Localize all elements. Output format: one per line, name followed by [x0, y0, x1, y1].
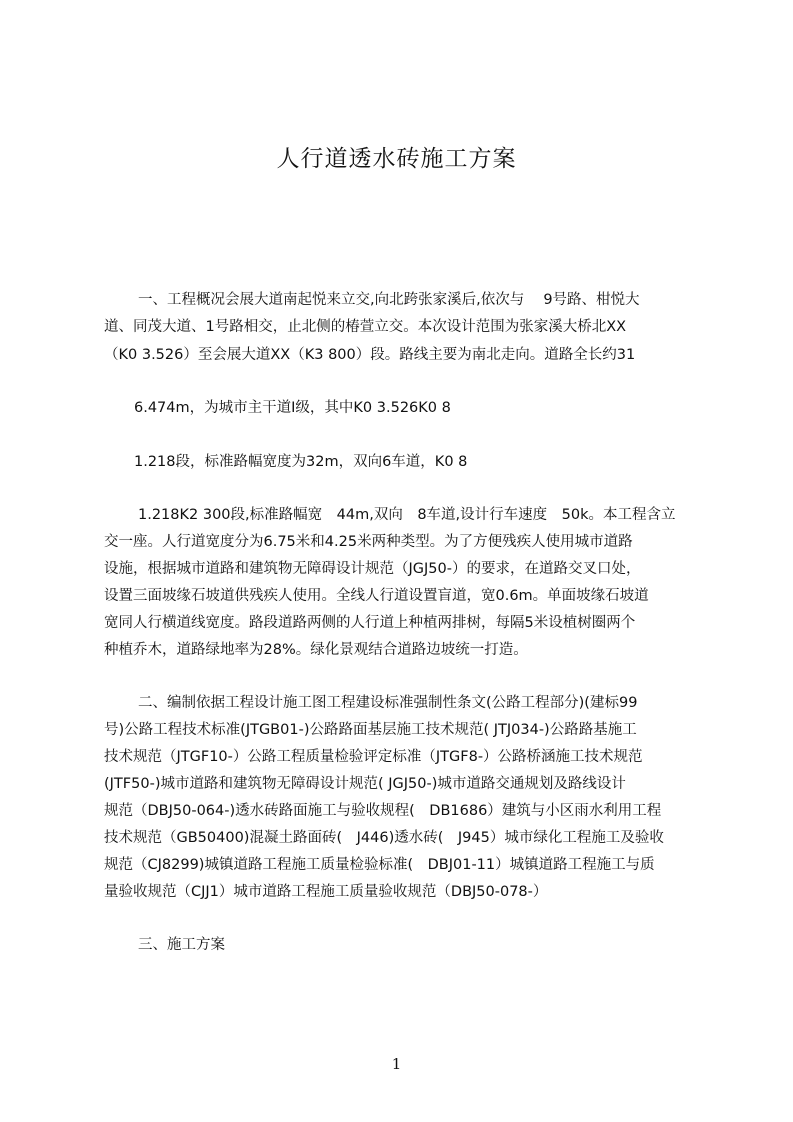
paragraph-line: 二、编制依据工程设计施工图工程建设标准强制性条文(公路工程部分)(建标99: [138, 695, 638, 711]
paragraph-line: 宽同人行横道线宽度。路段道路两侧的人行道上种植两排树，每隔5米设植树圈两个: [104, 615, 636, 631]
document-title: 人行道透水砖施工方案: [276, 146, 517, 172]
paragraph-line: 6.474m，为城市主干道Ⅰ级，其中K0 3.526K0 8: [134, 400, 451, 416]
section-heading: 三、施工方案: [138, 937, 225, 953]
paragraph-line: 技术规范（GB50400)混凝土路面砖( J446)透水砖( J945）城市绿化工程施工及验收: [104, 830, 664, 846]
paragraph-line: 规范（DBJ50-064-)透水砖路面施工与验收规程( DB1686）建筑与小区雨水利用工程: [104, 803, 662, 819]
page-number: 1: [391, 1055, 402, 1073]
paragraph-line: 设置三面坡缘石坡道供残疾人使用。全线人行道设置盲道，宽0.6m。单面坡缘石坡道: [104, 588, 649, 604]
paragraph-line: 交一座。人行道宽度分为6.75米和4.25米两种类型。为了方便残疾人使用城市道路: [104, 534, 633, 550]
paragraph-line: 号)公路工程技术标准(JTGB01-)公路路面基层施工技术规范( JTJ034-)公路路基施工: [104, 722, 637, 738]
paragraph-line: 技术规范（JTGF10-）公路工程质量检验评定标准（JTGF8-）公路桥涵施工技术规范: [104, 749, 643, 765]
paragraph-line: 规范（CJ8299)城镇道路工程施工质量检验标准( DBJ01-11）城镇道路工程施工与质: [104, 857, 655, 873]
paragraph-line: 种植乔木，道路绿地率为28%。绿化景观结合道路边坡统一打造。: [104, 642, 528, 658]
paragraph-line: （K0 3.526）至会展大道XX（K3 800）段。路线主要为南北走向。道路全长约31: [104, 347, 636, 363]
paragraph-line: 道、同茂大道、1号路相交，止北侧的椿萱立交。本次设计范围为张家溪大桥北XX: [104, 319, 627, 335]
paragraph-line: 1.218K2 300段,标准路幅宽 44m,双向 8车道,设计行车速度 50k。本工程含立: [138, 507, 676, 523]
paragraph-line: (JTF50-)城市道路和建筑物无障碍设计规范( JGJ50-)城市道路交通规划及路线设计: [104, 776, 626, 792]
paragraph-line: 1.218段，标准路幅宽度为32m，双向6车道，K0 8: [134, 454, 468, 470]
paragraph-line: 设施，根据城市道路和建筑物无障碍设计规范（JGJ50-）的要求，在道路交叉口处，: [104, 561, 641, 577]
paragraph-line: 一、工程概况会展大道南起悦来立交,向北跨张家溪后,依次与 9号路、柑悦大: [138, 292, 640, 308]
paragraph-line: 量验收规范（CJJ1）城市道路工程施工质量验收规范（DBJ50-078-）: [104, 884, 548, 900]
